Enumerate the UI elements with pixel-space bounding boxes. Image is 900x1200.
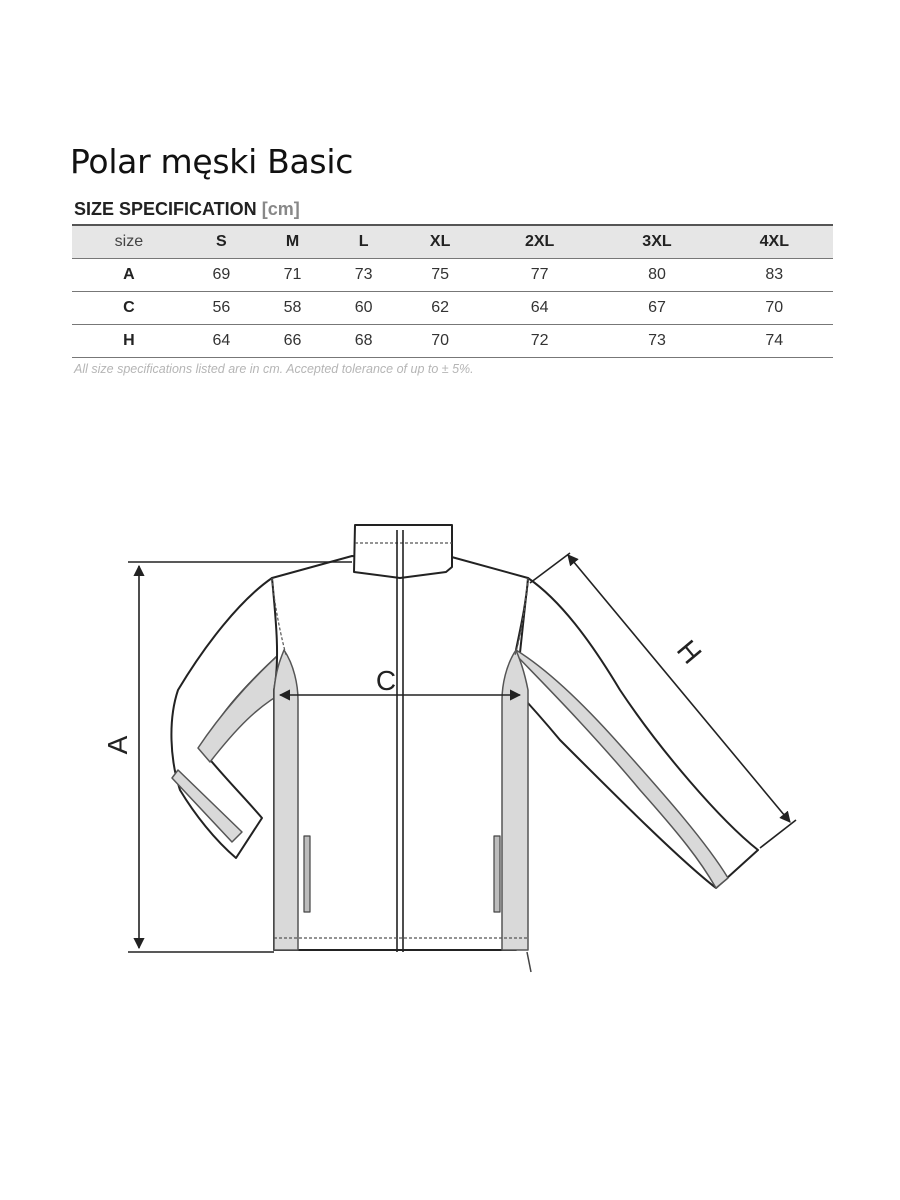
table-cell: 80 bbox=[648, 266, 666, 283]
tolerance-note: All size specifications listed are in cm. Accepted tolerance of up to ± 5%. bbox=[74, 362, 474, 376]
table-row bbox=[72, 292, 833, 325]
table-cell: 58 bbox=[283, 299, 302, 316]
size-spec-heading bbox=[74, 199, 300, 220]
table-cell: 56 bbox=[212, 299, 231, 316]
row-label: A bbox=[123, 266, 135, 283]
table-cell: 75 bbox=[431, 266, 450, 283]
table-cell: 77 bbox=[530, 266, 549, 283]
table-cell: 74 bbox=[765, 332, 784, 349]
table-cell: 72 bbox=[530, 332, 549, 349]
table-cell: 69 bbox=[212, 266, 231, 283]
measurement-a-label: A bbox=[102, 735, 133, 755]
table-cell: 60 bbox=[354, 299, 373, 316]
table-row bbox=[72, 325, 833, 358]
size-header-row bbox=[72, 225, 833, 259]
size-col-header: 3XL bbox=[642, 233, 672, 250]
table-cell: 68 bbox=[354, 332, 373, 349]
row-label: H bbox=[123, 332, 135, 349]
size-spec-table bbox=[72, 224, 833, 358]
table-cell: 71 bbox=[283, 266, 302, 283]
size-col-header: XL bbox=[429, 233, 451, 250]
row-label: C bbox=[123, 299, 135, 316]
table-cell: 62 bbox=[431, 299, 450, 316]
table-cell: 73 bbox=[354, 266, 373, 283]
size-header-label: size bbox=[114, 233, 144, 250]
table-cell: 66 bbox=[283, 332, 302, 349]
jacket-body bbox=[171, 525, 758, 972]
measurement-h-label: H bbox=[670, 634, 708, 670]
page-title: Polar męski Basic bbox=[70, 142, 354, 181]
table-cell: 64 bbox=[212, 332, 231, 349]
jacket-diagram bbox=[0, 500, 900, 1000]
table-row bbox=[72, 259, 833, 292]
table-cell: 70 bbox=[765, 299, 784, 316]
size-spec-unit: [cm] bbox=[261, 199, 300, 219]
size-col-header: S bbox=[216, 233, 227, 250]
size-col-header: M bbox=[285, 233, 300, 250]
size-col-header: 4XL bbox=[759, 233, 789, 250]
table-cell: 83 bbox=[765, 266, 784, 283]
measurement-c-label: C bbox=[375, 665, 397, 696]
table-cell: 70 bbox=[431, 332, 450, 349]
size-col-header: L bbox=[358, 233, 369, 250]
table-cell: 67 bbox=[648, 299, 666, 316]
size-col-header: 2XL bbox=[524, 233, 555, 250]
table-cell: 64 bbox=[530, 299, 549, 316]
size-spec-heading-text: SIZE SPECIFICATION bbox=[74, 199, 257, 219]
table-cell: 73 bbox=[648, 332, 666, 349]
